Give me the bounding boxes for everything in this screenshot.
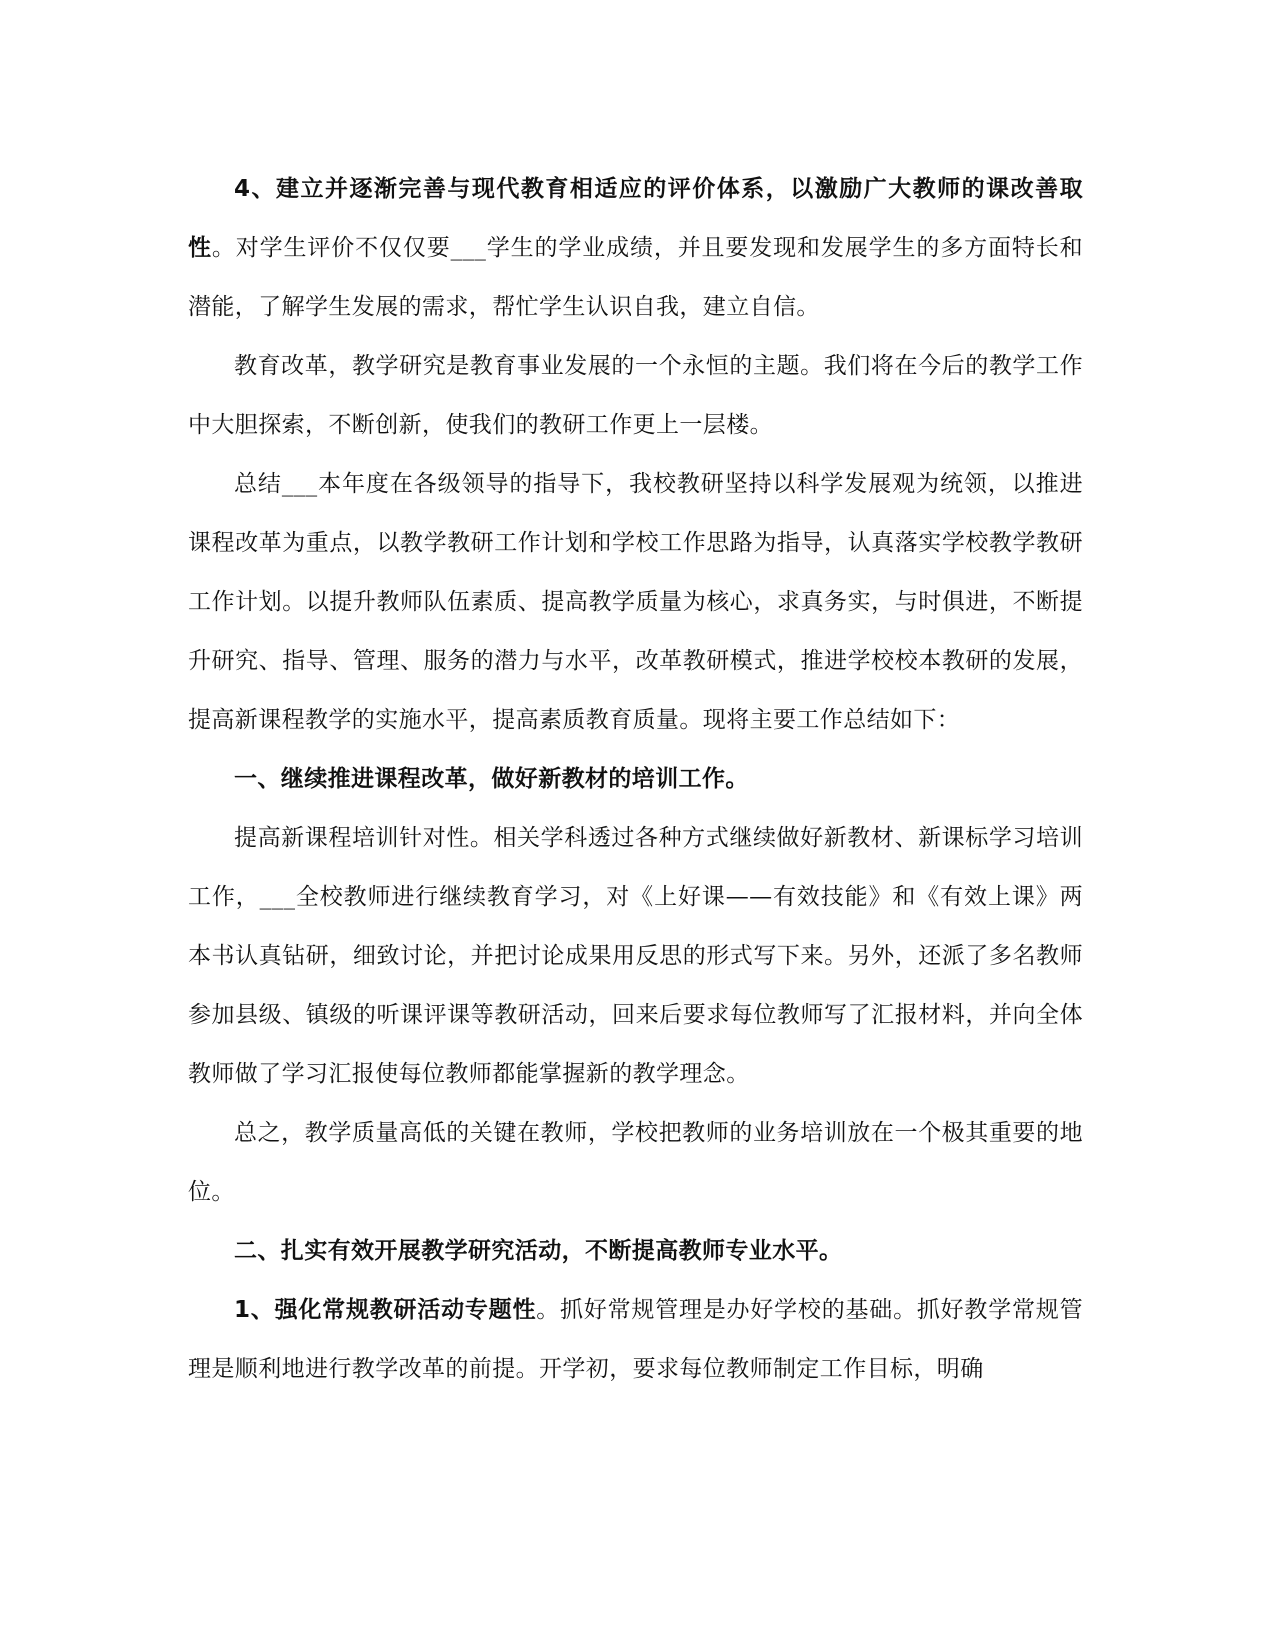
document-body (188, 160, 1083, 1399)
paragraph-routine-research (188, 1281, 1083, 1399)
paragraph-teacher-training: 提高新课程培训针对性。相关学科透过各种方式继续做好新教材、新课标学习培训工作，___全校教师进行继续教育学习，对《上好课——有效技能》和《有效上课》两本书认真钻研，细致讨论，并把讨论成果用反思的形式写下来。另外，还派了多名教师参加县级、镇级的听课评课等教研活动，回来后要求每位教师写了汇报材料，并向全体教师做了学习汇报使每位教师都能掌握新的教学理念。 (188, 825, 1083, 1087)
section-heading-2: 二、扎实有效开展教学研究活动，不断提高教师专业水平。 (234, 1238, 843, 1264)
section-heading-1: 一、继续推进课程改革，做好新教材的培训工作。 (234, 766, 749, 792)
paragraph-lead-bold: 4、建立并逐渐完善与现代教育相适应的评价体系，以激励广大教师的课改善取性 (188, 176, 1083, 261)
paragraph-teaching-quality: 总之，教学质量高低的关键在教师，学校把教师的业务培训放在一个极其重要的地位。 (188, 1120, 1083, 1205)
paragraph-lead-bold: 1、强化常规教研活动专题性 (234, 1297, 537, 1323)
paragraph-text: 。抓好常规管理是办好学校的基础。抓好教学常规管理是顺利地进行教学改革的前提。开学初，要求每位教师制定工作目标，明确 (188, 1297, 1083, 1382)
paragraph-annual-summary: 总结___本年度在各级领导的指导下，我校教研坚持以科学发展观为统领，以推进课程改革为重点，以教学教研工作计划和学校工作思路为指导，认真落实学校教学教研工作计划。以提升教师队伍素质、提高教学质量为核心，求真务实，与时俱进，不断提升研究、指导、管理、服务的潜力与水平，改革教研模式，推进学校校本教研的发展，提高新课程教学的实施水平，提高素质教育质量。现将主要工作总结如下： (188, 471, 1083, 733)
paragraph-text: 。对学生评价不仅仅要___学生的学业成绩，并且要发现和发展学生的多方面特长和潜能，了解学生发展的需求，帮忙学生认识自我，建立自信。 (188, 235, 1083, 320)
paragraph-evaluation-system (188, 160, 1083, 337)
paragraph-education-reform: 教育改革，教学研究是教育事业发展的一个永恒的主题。我们将在今后的教学工作中大胆探索，不断创新，使我们的教研工作更上一层楼。 (188, 353, 1083, 438)
